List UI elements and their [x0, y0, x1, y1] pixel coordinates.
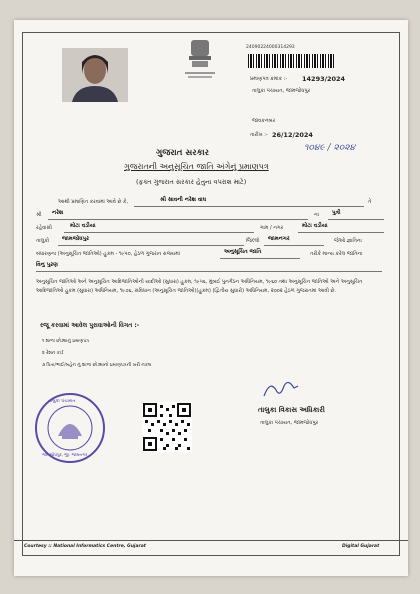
- barcode-text: 24090224000314293: [246, 45, 295, 50]
- certificate-subtitle: (ફક્ત ગુજરાત સરકાર હેતુના વપરાશ માટે): [136, 178, 247, 186]
- documents-heading: રજૂ કરવામાં આવેલ પુરાવાઓની વિગત :-: [40, 322, 140, 329]
- applicant-photo: [62, 48, 128, 102]
- footer-digital-gujarat: Digital Gujarat: [342, 544, 380, 549]
- legal-paragraph: અનુસૂચિત જાતિઓ અને અનુસૂચિત આદિજાતિઓની યાદીઓ (સુધારા) હુકમ, ૧૯૫૬, મુંબઈ પુનર્ગઠન અધિનિયમ, ૧૯૬૦ તથા અનુસૂચિત જાતિઓ અને અનુસૂચિત આદિજાતિઓ હુકમ (સુધારા) અધિનિયમ, ૧૯૭૬, સંવિધાન (અનુસૂચિત જાતિઓ)(હુકમ) (દ્વિતીય સુધારો) અધિનિયમ, ૨૦૦૨ હેઠળ ગુજરાતમાં આવી છે.: [36, 279, 363, 294]
- town-label: ગામ / નગર: [260, 225, 284, 231]
- constitution-order-text: બંધારણના (અનુસૂચિત જાતિઓ) હુકમ - ૧૯૫૦, હેઠળ ગુજરાત રાજ્યમાં: [36, 251, 180, 257]
- certify-text: આથી પ્રમાણિત કરવામાં આવે છે કે,: [58, 199, 129, 205]
- town-value: મોટા વડીયા: [302, 223, 328, 229]
- official-seal: [34, 392, 106, 464]
- handwritten-outward-number: ૧૦૪૯ / ૨૦૨૪: [304, 143, 356, 153]
- officer-signature: [260, 378, 300, 404]
- officer-office: તાલુકા પંચાયત, જામજોધપુર: [260, 420, 319, 426]
- taluka-value: જામજોધપુર: [62, 236, 89, 242]
- state-emblem-icon: [182, 36, 218, 82]
- certificate-paper: [14, 20, 408, 576]
- applicant-name: શ્રી સાવની નરેશ વાઘ: [160, 197, 207, 203]
- issue-date: 26/12/2024: [272, 131, 313, 139]
- district-label: જિલ્લો: [246, 238, 260, 244]
- seal-text-top: તાલુકા પંચાયત: [48, 399, 76, 404]
- footer-divider: [14, 540, 408, 541]
- end-mark: તે: [368, 199, 372, 205]
- document-item: ૧ શાળા છોડ્યાનું પ્રમાણપત્ર: [42, 339, 90, 344]
- taluka-label: તાલુકો: [36, 238, 50, 244]
- certificate-barcode: [248, 54, 334, 68]
- government-title: ગુજરાત સરકાર: [156, 148, 210, 158]
- village-label: રહેવાસી: [36, 225, 52, 231]
- relation-value: પુત્રી: [332, 210, 341, 216]
- verification-qr-code[interactable]: [142, 402, 192, 452]
- issuing-office-line: તાલુકા પંચાયત, જામજોધપુર: [252, 88, 311, 94]
- caste-prefix: જેઓ જ્ઞાતિના: [334, 238, 362, 244]
- district-value: જામનગર: [268, 236, 290, 242]
- caste-value: વિનુ પુરણ: [36, 262, 58, 268]
- recognised-caste-text: તરીકે માન્ય કરેલ જાતિના: [310, 251, 363, 257]
- officer-title: તાલુકા વિકાસ અધિકારી: [258, 406, 325, 414]
- date-label: તારીખ :-: [250, 132, 268, 138]
- village-value: મોટા વડીયા: [70, 223, 96, 229]
- certificate-number-label: પ્રમાણપત્ર ક્રમાંક :-: [250, 76, 288, 82]
- document-item: ૩ પિતા/ભાઈ/બહેન નું શાળા છોડ્યાનો પ્રમાણપત્રની ખરી નકલ: [42, 363, 152, 368]
- certificate-title: ગુજરાતની અનુસૂચિત જાતિ અંગેનું પ્રમાણપત્ર: [124, 162, 269, 171]
- shri-label: શ્રી: [36, 212, 42, 218]
- certificate-number: 14293/2024: [302, 75, 346, 83]
- seal-text-bottom: જામજોધપુર, જી. જામનગર: [42, 452, 88, 457]
- footer-courtesy: Courtesy :: National Informatics Centre, Gujarat: [24, 544, 146, 549]
- relation-label: ના: [314, 212, 319, 218]
- outward-number-label: જાવકનંબર: [252, 118, 276, 124]
- document-item: ૨ રેશન કાર્ડ: [42, 351, 64, 356]
- father-name: નરેશ: [52, 210, 64, 216]
- category-value: અનુસૂચિત જાતિ: [224, 249, 262, 255]
